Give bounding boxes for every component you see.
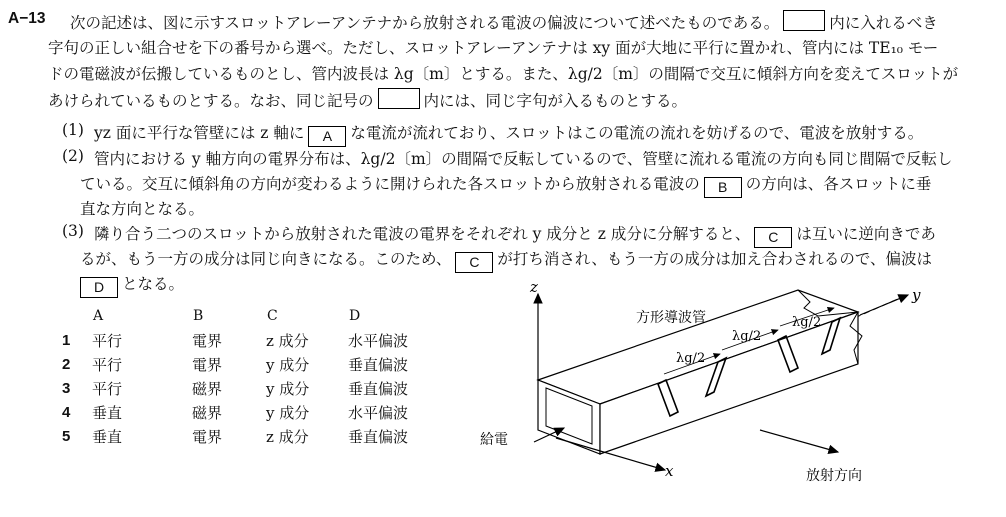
radiation-arrow — [760, 430, 838, 452]
question-line-4 — [48, 88, 687, 111]
statement-2-line-3: 直な方向となる。 — [80, 200, 205, 218]
question-line-4b: 内には、同じ字句が入るものとする。 — [423, 92, 688, 110]
option-D: 垂直偏波 — [348, 427, 409, 446]
option-D: 水平偏波 — [348, 331, 409, 350]
statement-3-line-2b: が打ち消され、もう一方の成分は加え合わされるので、偏波は — [497, 250, 933, 268]
option-C: y 成分 — [266, 355, 310, 374]
option-number: 1 — [62, 331, 71, 349]
blank-A: A — [308, 126, 346, 147]
blank-box-example — [783, 10, 825, 31]
statement-3-line-3-text: となる。 — [122, 275, 185, 293]
z-axis-label: z — [530, 280, 538, 296]
statement-3-line-2a: るが、もう一方の成分は同じ向きになる。このため、 — [80, 250, 452, 268]
slot-array-figure — [460, 280, 1000, 512]
waveguide-label: 方形導波管 — [636, 310, 706, 326]
question-line-1a: 次の記述は、図に示すスロットアレーアンテナから放射される電波の偏波について述べたものである。 — [70, 14, 780, 32]
option-A: 垂直 — [92, 427, 123, 446]
options-header-A: A — [93, 308, 104, 324]
options-header-row — [62, 304, 408, 328]
option-C: y 成分 — [266, 403, 310, 422]
question-line-3: ドの電磁波が伝搬しているものとし、管内波長は λg〔m〕とする。また、λg/2〔m〕の間隔で交互に傾斜方向を変えてスロットが — [48, 65, 959, 83]
y-axis-arrow — [860, 295, 908, 315]
statement-2-line-2 — [80, 172, 931, 198]
option-D: 水平偏波 — [348, 403, 409, 422]
option-B: 磁界 — [192, 403, 223, 422]
option-B: 電界 — [192, 427, 223, 446]
blank-C: C — [754, 227, 792, 248]
blank-D: D — [80, 277, 118, 298]
options-header-D: D — [349, 308, 361, 324]
blank-B: B — [704, 177, 742, 198]
statement-2-line-1: 管内における y 軸方向の電界分布は、λg/2〔m〕の間隔で反転しているので、管壁に流れる電流の方向も同じ間隔で反転し — [94, 150, 953, 168]
question-line-2: 字句の正しい組合せを下の番号から選べ。ただし、スロットアレーアンテナは xy 面が大地に平行に置かれ、管内には TE₁₀ モー — [48, 39, 939, 57]
option-row-3[interactable] — [62, 376, 408, 400]
option-number: 4 — [62, 403, 71, 421]
option-A: 垂直 — [92, 403, 123, 422]
spacing-label-3: λg/2 — [792, 315, 822, 330]
feed-label: 給電 — [480, 432, 508, 448]
option-A: 平行 — [92, 379, 123, 398]
question-line-4a: あけられているものとする。なお、同じ記号の — [48, 92, 374, 110]
x-axis-label: x — [665, 462, 674, 480]
statement-1-number: (1) — [62, 121, 84, 139]
option-C: y 成分 — [266, 379, 310, 398]
option-C: z 成分 — [266, 331, 309, 350]
statement-3-line-1b: は互いに逆向きであ — [796, 225, 936, 243]
option-number: 2 — [62, 355, 71, 373]
option-A: 平行 — [92, 355, 123, 374]
question-line-1 — [70, 10, 938, 33]
question-line-1b: 内に入れるべき — [829, 14, 938, 32]
radiation-label: 放射方向 — [806, 468, 862, 484]
statement-3-line-1a: 隣り合う二つのスロットから放射された電波の電界をそれぞれ y 成分と z 成分に分解すると、 — [94, 225, 751, 243]
statement-3-line-3 — [80, 272, 184, 298]
option-C: z 成分 — [266, 427, 309, 446]
statement-1a: yz 面に平行な管壁には z 軸に — [94, 124, 305, 142]
statement-1 — [94, 121, 923, 147]
statement-3-line-1 — [94, 222, 936, 248]
option-row-2[interactable] — [62, 352, 408, 376]
statement-2-number: (2) — [62, 147, 84, 165]
y-axis-label: y — [912, 286, 921, 304]
option-row-4[interactable] — [62, 400, 408, 424]
options-table — [62, 304, 408, 448]
option-row-5[interactable] — [62, 424, 408, 448]
statement-2-line-2a: ている。交互に傾斜角の方向が変わるように開けられた各スロットから放射される電波の — [80, 175, 700, 193]
options-header-B: B — [193, 308, 204, 324]
option-B: 電界 — [192, 331, 223, 350]
option-D: 垂直偏波 — [348, 355, 409, 374]
options-header-C: C — [267, 308, 278, 324]
option-number: 3 — [62, 379, 71, 397]
statement-2-line-2b: の方向は、各スロットに垂 — [745, 175, 932, 193]
question-number: A−13 — [8, 10, 46, 27]
spacing-label-2: λg/2 — [732, 329, 762, 344]
option-number: 5 — [62, 427, 71, 445]
option-A: 平行 — [92, 331, 123, 350]
spacing-label-1: λg/2 — [676, 351, 706, 366]
option-B: 電界 — [192, 355, 223, 374]
statement-3-number: (3) — [62, 222, 84, 240]
blank-box-example-2 — [378, 88, 420, 109]
statement-3-line-2 — [80, 247, 932, 273]
option-D: 垂直偏波 — [348, 379, 409, 398]
option-row-1[interactable] — [62, 328, 408, 352]
option-B: 磁界 — [192, 379, 223, 398]
statement-1b: な電流が流れており、スロットはこの電流の流れを妨げるので、電波を放射する。 — [350, 124, 924, 142]
blank-C-repeat: C — [455, 252, 493, 273]
